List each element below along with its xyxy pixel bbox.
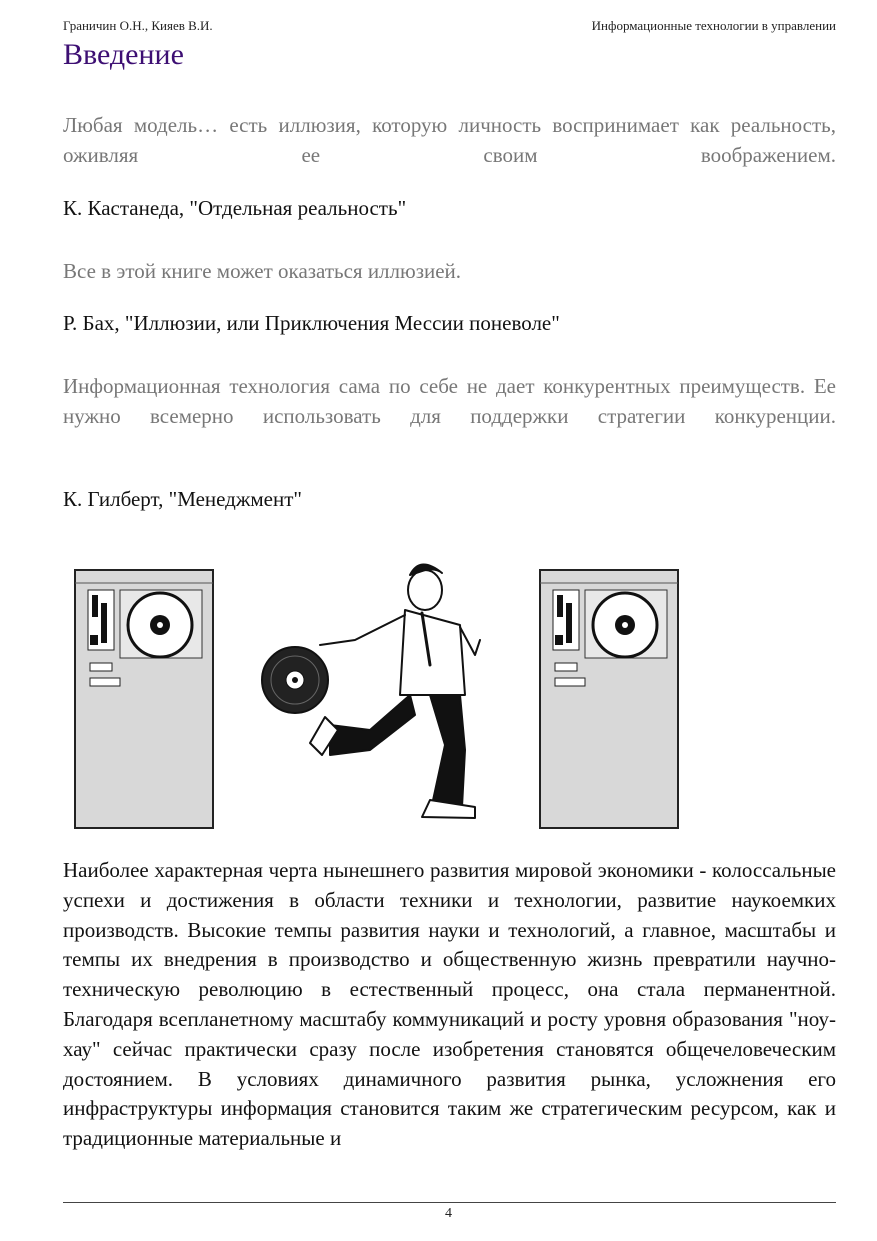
running-man-icon: [310, 564, 480, 818]
tape-reel-icon: [262, 647, 328, 713]
page-number: 4: [445, 1206, 452, 1221]
header-authors: Граничин О.Н., Кияев В.И.: [63, 18, 213, 33]
computer-cabinet-right-icon: [540, 570, 678, 828]
epigraph-attribution-3: К. Гилберт, "Менеджмент": [63, 487, 302, 511]
epigraph-quote-1: Любая модель… есть иллюзия, которую личность воспринимает как реальность, оживляя ее своим воображением.: [63, 113, 836, 167]
running-header: [63, 18, 836, 36]
body-paragraph: Наиболее характерная черта нынешнего развития мировой экономики - колоссальные успехи и достижения в области техники и технологии, развитие наукоемких производств. Высокие темпы развития науки и технологий, а главное, масштабы и темпы их внедрения в производство и общественную жизнь превратили научно-техническую революцию в естественный процесс, она стала перманентной. Благодаря всепланетному масштабу коммуникаций и росту уровня образования "ноу-хау" сейчас практически сразу после изобретения становятся общечеловеческим достоянием. В условиях динамичного развития рынка, усложнения его инфраструктуры информация становится таким же стратегическим ресурсом, как и традиционные материальные и: [63, 858, 836, 1151]
computer-cabinet-left-icon: [75, 570, 213, 828]
illustration-running-man-computers: [70, 545, 690, 835]
epigraph-attribution-1: К. Кастанеда, "Отдельная реальность": [63, 196, 407, 220]
header-book-title: Информационные технологии в управлении: [591, 18, 836, 33]
epigraph-attribution-2: Р. Бах, "Иллюзии, или Приключения Мессии поневоле": [63, 311, 560, 335]
section-title: Введение: [63, 38, 184, 71]
footer-rule: [63, 1202, 836, 1203]
epigraph-quote-3: Информационная технология сама по себе не дает конкурентных преимуществ. Ее нужно всемерно использовать для поддержки стратегии конкуренции.: [63, 374, 836, 428]
epigraph-quote-2: Все в этой книге может оказаться иллюзией.: [63, 259, 462, 283]
